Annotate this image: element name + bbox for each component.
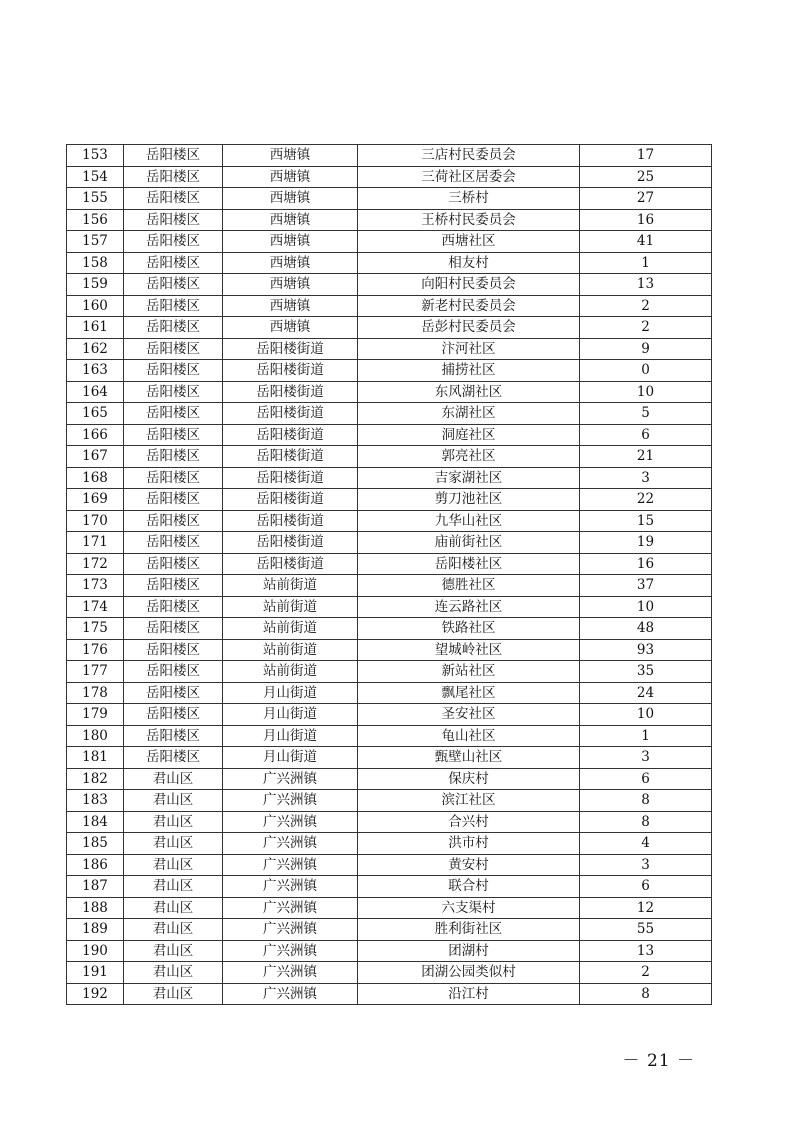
town-cell: 西塘镇 <box>223 209 358 231</box>
row-index-cell: 166 <box>67 424 124 446</box>
district-cell: 岳阳楼区 <box>124 231 223 253</box>
count-cell: 12 <box>580 897 712 919</box>
community-cell: 连云路社区 <box>358 596 580 618</box>
town-cell: 岳阳楼街道 <box>223 403 358 425</box>
town-cell: 月山街道 <box>223 725 358 747</box>
table-row <box>67 532 712 554</box>
count-cell: 24 <box>580 682 712 704</box>
town-cell: 广兴洲镇 <box>223 811 358 833</box>
district-cell: 君山区 <box>124 790 223 812</box>
count-cell: 27 <box>580 188 712 210</box>
district-cell: 岳阳楼区 <box>124 274 223 296</box>
district-cell: 岳阳楼区 <box>124 510 223 532</box>
row-index-cell: 163 <box>67 360 124 382</box>
district-cell: 岳阳楼区 <box>124 489 223 511</box>
row-index-cell: 189 <box>67 919 124 941</box>
district-cell: 岳阳楼区 <box>124 532 223 554</box>
count-cell: 35 <box>580 661 712 683</box>
table-row <box>67 188 712 210</box>
district-cell: 岳阳楼区 <box>124 381 223 403</box>
community-cell: 岳阳楼社区 <box>358 553 580 575</box>
count-cell: 9 <box>580 338 712 360</box>
district-cell: 君山区 <box>124 876 223 898</box>
table-row <box>67 618 712 640</box>
table-row <box>67 274 712 296</box>
table-row <box>67 231 712 253</box>
community-cell: 向阳村民委员会 <box>358 274 580 296</box>
town-cell: 广兴洲镇 <box>223 790 358 812</box>
community-cell: 东风湖社区 <box>358 381 580 403</box>
district-cell: 岳阳楼区 <box>124 188 223 210</box>
community-cell: 黄安村 <box>358 854 580 876</box>
community-cell: 西塘社区 <box>358 231 580 253</box>
row-index-cell: 172 <box>67 553 124 575</box>
town-cell: 岳阳楼街道 <box>223 467 358 489</box>
town-cell: 广兴洲镇 <box>223 876 358 898</box>
town-cell: 岳阳楼街道 <box>223 424 358 446</box>
district-cell: 岳阳楼区 <box>124 338 223 360</box>
row-index-cell: 177 <box>67 661 124 683</box>
town-cell: 广兴洲镇 <box>223 833 358 855</box>
count-cell: 41 <box>580 231 712 253</box>
district-cell: 君山区 <box>124 811 223 833</box>
community-cell: 三桥村 <box>358 188 580 210</box>
district-cell: 岳阳楼区 <box>124 209 223 231</box>
count-cell: 8 <box>580 790 712 812</box>
community-cell: 庙前街社区 <box>358 532 580 554</box>
community-cell: 九华山社区 <box>358 510 580 532</box>
community-cell: 三店村民委员会 <box>358 145 580 167</box>
table-row <box>67 661 712 683</box>
row-index-cell: 188 <box>67 897 124 919</box>
count-cell: 3 <box>580 467 712 489</box>
community-cell: 沿江村 <box>358 983 580 1005</box>
district-cell: 岳阳楼区 <box>124 317 223 339</box>
community-cell: 新站社区 <box>358 661 580 683</box>
district-cell: 君山区 <box>124 768 223 790</box>
table-row <box>67 510 712 532</box>
town-cell: 西塘镇 <box>223 274 358 296</box>
table-body <box>67 145 712 1005</box>
table-row <box>67 639 712 661</box>
count-cell: 8 <box>580 983 712 1005</box>
count-cell: 1 <box>580 725 712 747</box>
table-row <box>67 962 712 984</box>
row-index-cell: 191 <box>67 962 124 984</box>
town-cell: 西塘镇 <box>223 295 358 317</box>
table-row <box>67 940 712 962</box>
count-cell: 6 <box>580 876 712 898</box>
town-cell: 西塘镇 <box>223 252 358 274</box>
community-cell: 飘尾社区 <box>358 682 580 704</box>
town-cell: 岳阳楼街道 <box>223 360 358 382</box>
town-cell: 岳阳楼街道 <box>223 338 358 360</box>
town-cell: 岳阳楼街道 <box>223 489 358 511</box>
table-row <box>67 209 712 231</box>
table-row <box>67 919 712 941</box>
count-cell: 3 <box>580 854 712 876</box>
table-row <box>67 790 712 812</box>
row-index-cell: 192 <box>67 983 124 1005</box>
count-cell: 4 <box>580 833 712 855</box>
row-index-cell: 187 <box>67 876 124 898</box>
community-cell: 望城岭社区 <box>358 639 580 661</box>
count-cell: 16 <box>580 209 712 231</box>
table-row <box>67 983 712 1005</box>
district-cell: 君山区 <box>124 833 223 855</box>
count-cell: 16 <box>580 553 712 575</box>
row-index-cell: 170 <box>67 510 124 532</box>
table-row <box>67 811 712 833</box>
district-cell: 岳阳楼区 <box>124 295 223 317</box>
row-index-cell: 160 <box>67 295 124 317</box>
community-cell: 团湖村 <box>358 940 580 962</box>
district-cell: 岳阳楼区 <box>124 704 223 726</box>
row-index-cell: 157 <box>67 231 124 253</box>
community-cell: 剪刀池社区 <box>358 489 580 511</box>
community-cell: 六支渠村 <box>358 897 580 919</box>
count-cell: 10 <box>580 596 712 618</box>
district-cell: 岳阳楼区 <box>124 661 223 683</box>
row-index-cell: 174 <box>67 596 124 618</box>
row-index-cell: 156 <box>67 209 124 231</box>
town-cell: 岳阳楼街道 <box>223 553 358 575</box>
district-cell: 岳阳楼区 <box>124 252 223 274</box>
table-row <box>67 446 712 468</box>
row-index-cell: 173 <box>67 575 124 597</box>
row-index-cell: 182 <box>67 768 124 790</box>
count-cell: 5 <box>580 403 712 425</box>
community-cell: 王桥村民委员会 <box>358 209 580 231</box>
table-row <box>67 704 712 726</box>
community-cell: 相友村 <box>358 252 580 274</box>
town-cell: 站前街道 <box>223 661 358 683</box>
town-cell: 岳阳楼街道 <box>223 381 358 403</box>
district-cell: 君山区 <box>124 940 223 962</box>
district-cell: 岳阳楼区 <box>124 446 223 468</box>
row-index-cell: 179 <box>67 704 124 726</box>
district-cell: 君山区 <box>124 897 223 919</box>
community-cell: 洞庭社区 <box>358 424 580 446</box>
row-index-cell: 167 <box>67 446 124 468</box>
town-cell: 站前街道 <box>223 596 358 618</box>
count-cell: 22 <box>580 489 712 511</box>
row-index-cell: 164 <box>67 381 124 403</box>
count-cell: 0 <box>580 360 712 382</box>
community-cell: 郭亮社区 <box>358 446 580 468</box>
row-index-cell: 158 <box>67 252 124 274</box>
town-cell: 月山街道 <box>223 682 358 704</box>
district-cell: 岳阳楼区 <box>124 596 223 618</box>
count-cell: 21 <box>580 446 712 468</box>
row-index-cell: 185 <box>67 833 124 855</box>
community-cell: 甄壁山社区 <box>358 747 580 769</box>
table-row <box>67 575 712 597</box>
community-cell: 捕捞社区 <box>358 360 580 382</box>
count-cell: 1 <box>580 252 712 274</box>
town-cell: 站前街道 <box>223 618 358 640</box>
community-cell: 新老村民委员会 <box>358 295 580 317</box>
district-cell: 岳阳楼区 <box>124 725 223 747</box>
community-cell: 德胜社区 <box>358 575 580 597</box>
row-index-cell: 159 <box>67 274 124 296</box>
district-cell: 君山区 <box>124 919 223 941</box>
town-cell: 广兴洲镇 <box>223 919 358 941</box>
town-cell: 广兴洲镇 <box>223 854 358 876</box>
row-index-cell: 161 <box>67 317 124 339</box>
community-cell: 保庆村 <box>358 768 580 790</box>
table-row <box>67 467 712 489</box>
table-row <box>67 833 712 855</box>
table-row <box>67 854 712 876</box>
table-row <box>67 360 712 382</box>
table-row <box>67 897 712 919</box>
count-cell: 13 <box>580 940 712 962</box>
table-row <box>67 876 712 898</box>
district-cell: 岳阳楼区 <box>124 618 223 640</box>
row-index-cell: 168 <box>67 467 124 489</box>
row-index-cell: 186 <box>67 854 124 876</box>
count-cell: 2 <box>580 295 712 317</box>
table-row <box>67 338 712 360</box>
table-row <box>67 166 712 188</box>
community-cell: 铁路社区 <box>358 618 580 640</box>
district-cell: 君山区 <box>124 962 223 984</box>
row-index-cell: 180 <box>67 725 124 747</box>
town-cell: 西塘镇 <box>223 166 358 188</box>
count-cell: 15 <box>580 510 712 532</box>
district-cell: 岳阳楼区 <box>124 553 223 575</box>
row-index-cell: 165 <box>67 403 124 425</box>
community-cell: 吉家湖社区 <box>358 467 580 489</box>
count-cell: 2 <box>580 317 712 339</box>
town-cell: 月山街道 <box>223 704 358 726</box>
district-cell: 君山区 <box>124 854 223 876</box>
district-cell: 岳阳楼区 <box>124 360 223 382</box>
row-index-cell: 169 <box>67 489 124 511</box>
table-row <box>67 252 712 274</box>
district-cell: 君山区 <box>124 983 223 1005</box>
row-index-cell: 176 <box>67 639 124 661</box>
town-cell: 广兴洲镇 <box>223 768 358 790</box>
count-cell: 10 <box>580 381 712 403</box>
row-index-cell: 171 <box>67 532 124 554</box>
community-cell: 汴河社区 <box>358 338 580 360</box>
town-cell: 西塘镇 <box>223 317 358 339</box>
count-cell: 17 <box>580 145 712 167</box>
row-index-cell: 154 <box>67 166 124 188</box>
community-cell: 岳彭村民委员会 <box>358 317 580 339</box>
row-index-cell: 153 <box>67 145 124 167</box>
town-cell: 站前街道 <box>223 575 358 597</box>
community-cell: 胜利街社区 <box>358 919 580 941</box>
count-cell: 13 <box>580 274 712 296</box>
table-row <box>67 747 712 769</box>
count-cell: 55 <box>580 919 712 941</box>
count-cell: 93 <box>580 639 712 661</box>
town-cell: 广兴洲镇 <box>223 897 358 919</box>
count-cell: 48 <box>580 618 712 640</box>
district-cell: 岳阳楼区 <box>124 166 223 188</box>
district-cell: 岳阳楼区 <box>124 145 223 167</box>
community-cell: 合兴村 <box>358 811 580 833</box>
community-cell: 滨江社区 <box>358 790 580 812</box>
row-index-cell: 183 <box>67 790 124 812</box>
count-cell: 19 <box>580 532 712 554</box>
count-cell: 2 <box>580 962 712 984</box>
count-cell: 37 <box>580 575 712 597</box>
page-number: － 21 － <box>622 1051 695 1071</box>
count-cell: 6 <box>580 424 712 446</box>
community-cell: 龟山社区 <box>358 725 580 747</box>
count-cell: 25 <box>580 166 712 188</box>
district-cell: 岳阳楼区 <box>124 682 223 704</box>
town-cell: 岳阳楼街道 <box>223 532 358 554</box>
table-row <box>67 553 712 575</box>
community-cell: 东湖社区 <box>358 403 580 425</box>
data-table <box>66 144 712 1005</box>
town-cell: 西塘镇 <box>223 231 358 253</box>
town-cell: 广兴洲镇 <box>223 962 358 984</box>
community-cell: 三荷社区居委会 <box>358 166 580 188</box>
town-cell: 广兴洲镇 <box>223 940 358 962</box>
table-row <box>67 317 712 339</box>
district-cell: 岳阳楼区 <box>124 575 223 597</box>
community-cell: 联合村 <box>358 876 580 898</box>
district-cell: 岳阳楼区 <box>124 747 223 769</box>
row-index-cell: 184 <box>67 811 124 833</box>
table-row <box>67 682 712 704</box>
row-index-cell: 155 <box>67 188 124 210</box>
row-index-cell: 178 <box>67 682 124 704</box>
table-row <box>67 489 712 511</box>
community-cell: 洪市村 <box>358 833 580 855</box>
town-cell: 西塘镇 <box>223 145 358 167</box>
table-row <box>67 145 712 167</box>
row-index-cell: 175 <box>67 618 124 640</box>
community-cell: 圣安社区 <box>358 704 580 726</box>
community-cell: 团湖公园类似村 <box>358 962 580 984</box>
town-cell: 广兴洲镇 <box>223 983 358 1005</box>
district-cell: 岳阳楼区 <box>124 403 223 425</box>
table-row <box>67 768 712 790</box>
town-cell: 岳阳楼街道 <box>223 446 358 468</box>
town-cell: 岳阳楼街道 <box>223 510 358 532</box>
row-index-cell: 190 <box>67 940 124 962</box>
count-cell: 3 <box>580 747 712 769</box>
count-cell: 8 <box>580 811 712 833</box>
district-cell: 岳阳楼区 <box>124 639 223 661</box>
district-cell: 岳阳楼区 <box>124 467 223 489</box>
count-cell: 6 <box>580 768 712 790</box>
district-cell: 岳阳楼区 <box>124 424 223 446</box>
table-row <box>67 403 712 425</box>
table-row <box>67 596 712 618</box>
town-cell: 站前街道 <box>223 639 358 661</box>
row-index-cell: 181 <box>67 747 124 769</box>
table-row <box>67 381 712 403</box>
count-cell: 10 <box>580 704 712 726</box>
town-cell: 月山街道 <box>223 747 358 769</box>
town-cell: 西塘镇 <box>223 188 358 210</box>
row-index-cell: 162 <box>67 338 124 360</box>
table-row <box>67 295 712 317</box>
table-row <box>67 424 712 446</box>
table-row <box>67 725 712 747</box>
